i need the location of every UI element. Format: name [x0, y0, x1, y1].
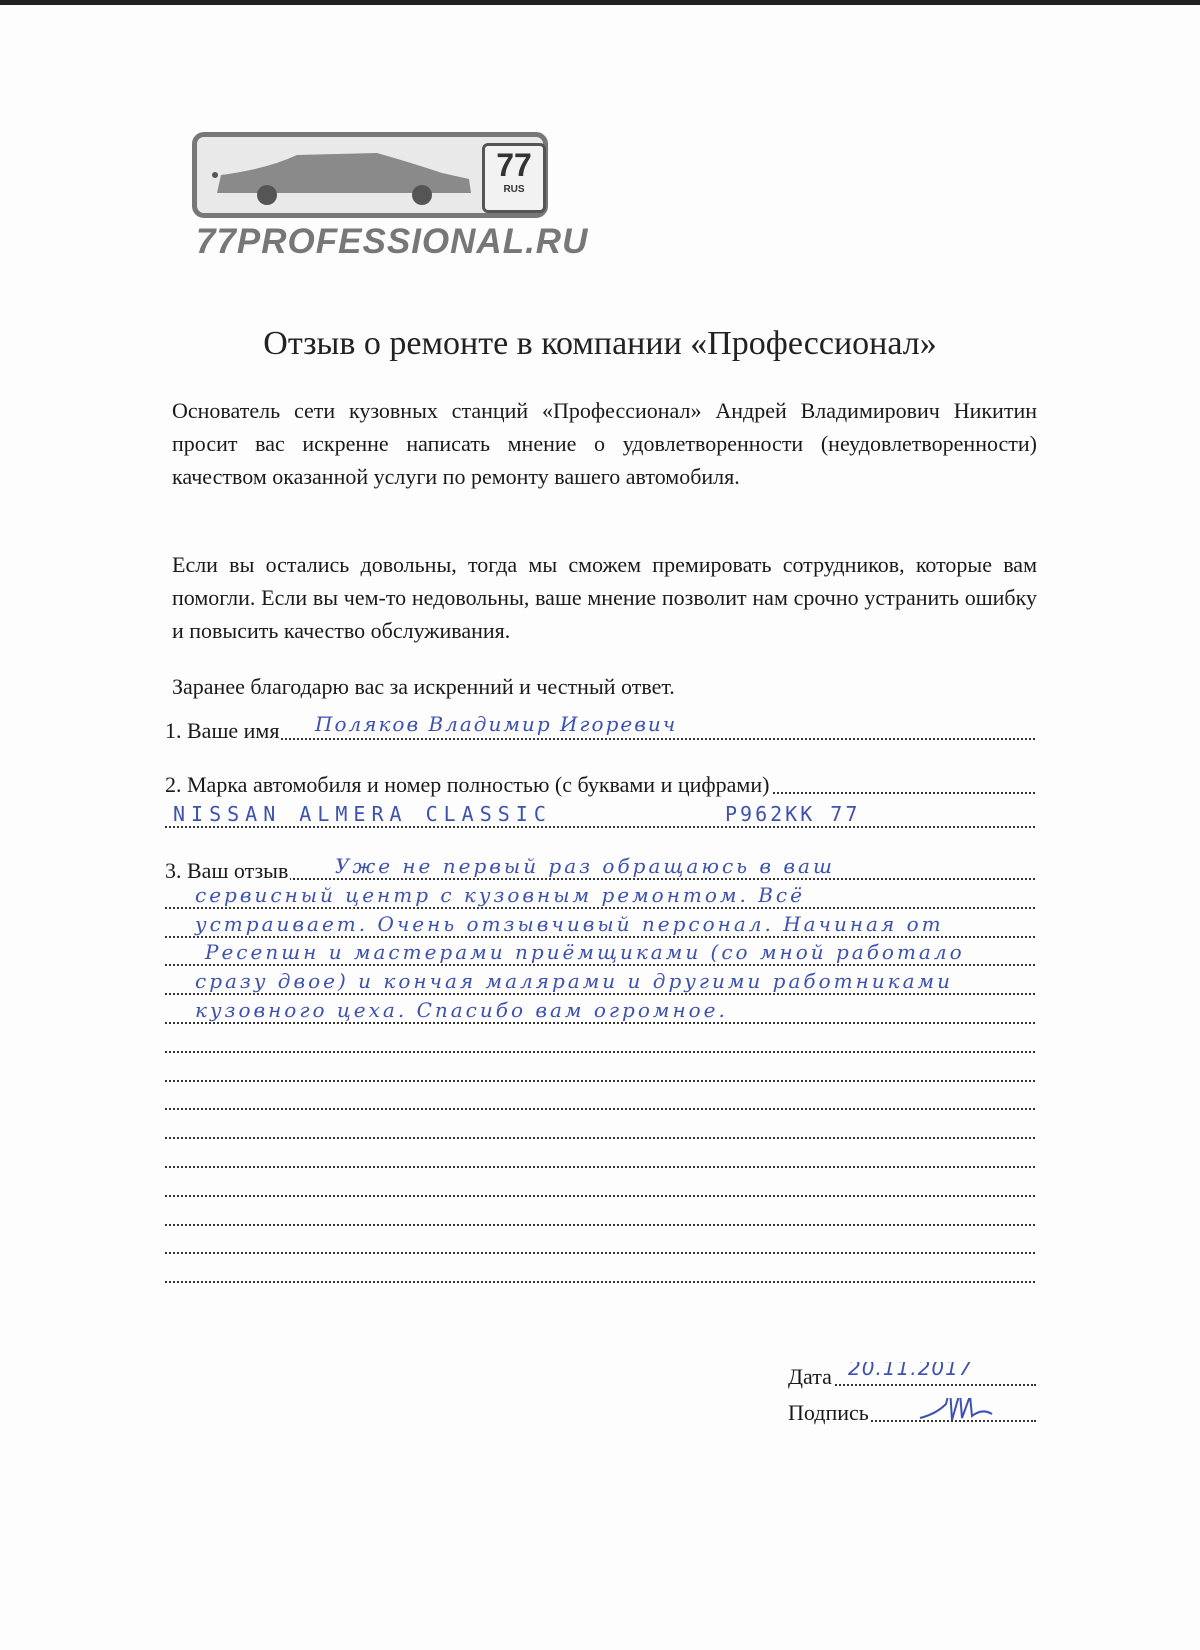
review-text: кузовного цеха. Спасибо вам огромное. [195, 1000, 728, 1022]
date-label: Дата [788, 1364, 832, 1389]
review-label: 3. Ваш отзыв [165, 858, 289, 883]
motivation-paragraph: Если вы остались довольны, тогда мы сможем премировать сотрудников, которые вам помогли. Если вы чем-то недовольны, ваше мнение позволит нам срочно устранить ошибку и повысить качество обслуживания. [172, 552, 1037, 643]
dotted-line [165, 826, 1035, 828]
intro-paragraph: Основатель сети кузовных станций «Профессионал» Андрей Владимирович Никитин просит вас искренне написать мнение о удовлетворенности (неудовлетворенности) качеством оказанной услуги по ремонту вашего автомобиля. [172, 398, 1037, 489]
scan-edge [0, 0, 1200, 5]
plate-number: 77 [496, 147, 532, 183]
name-value: Поляков Владимир Игоревич [315, 716, 678, 736]
review-text: сразу двое) и кончая малярами и другими работниками [195, 971, 953, 994]
car-label-line [165, 770, 1035, 798]
car-silhouette-icon [207, 145, 477, 207]
dotted-line [165, 936, 1035, 938]
review-line[interactable] [165, 1230, 1035, 1258]
name-label: 1. Ваше имя [165, 718, 280, 743]
review-line[interactable] [165, 942, 1035, 970]
company-logo [192, 132, 548, 218]
dotted-line [165, 1281, 1035, 1283]
review-line[interactable] [165, 1058, 1035, 1086]
thanks-paragraph: Заранее благодарю вас за искренний и честный ответ. [172, 674, 675, 699]
review-line[interactable] [165, 1144, 1035, 1172]
review-line[interactable] [165, 1202, 1035, 1230]
dotted-line [165, 1166, 1035, 1168]
date-value: 20.11.2017 [848, 1362, 973, 1380]
dotted-line [165, 1022, 1035, 1024]
page-title: Отзыв о ремонте в компании «Профессионал» [263, 325, 937, 362]
dotted-line [165, 1137, 1035, 1139]
dotted-line [165, 1252, 1035, 1254]
car-label: 2. Марка автомобиля и номер полностью (с буквами и цифрами) [165, 772, 770, 797]
car-plate-value: Р962КК 77 [725, 804, 861, 826]
car-model-value: NISSAN ALMERA CLASSIC [173, 804, 552, 826]
review-text: Уже не первый раз обращаюсь в ваш [335, 856, 835, 878]
logo-site-name: 77PROFESSIONAL.RU [196, 222, 589, 261]
review-text: Ресепшн и мастерами приёмщиками (со мной работало [205, 942, 965, 965]
dotted-line [165, 1080, 1035, 1082]
review-line[interactable] [165, 1029, 1035, 1057]
plate-region: RUS [503, 184, 525, 195]
handwritten-signature [916, 1398, 996, 1426]
review-line[interactable] [165, 885, 1035, 913]
dotted-line [165, 993, 1035, 995]
dotted-line [165, 1224, 1035, 1226]
dotted-line [165, 738, 1035, 740]
dotted-line [165, 878, 1035, 880]
name-field[interactable] [165, 716, 1035, 744]
signature-field[interactable] [788, 1398, 1036, 1426]
review-text: устраивает. Очень отзывчивый персонал. Начиная от [195, 913, 944, 936]
review-line[interactable] [165, 1173, 1035, 1201]
dotted-line [165, 1195, 1035, 1197]
license-plate-badge [482, 143, 546, 213]
dotted-line [165, 1051, 1035, 1053]
signature-label: Подпись [788, 1400, 869, 1425]
review-line[interactable] [165, 856, 1035, 884]
review-line[interactable] [165, 1115, 1035, 1143]
review-line[interactable] [165, 914, 1035, 942]
review-line[interactable] [165, 971, 1035, 999]
dotted-line [165, 1108, 1035, 1110]
dotted-line [165, 964, 1035, 966]
review-line[interactable] [165, 1086, 1035, 1114]
review-line[interactable] [165, 1000, 1035, 1028]
dotted-line [165, 907, 1035, 909]
car-field[interactable] [165, 804, 1035, 832]
review-text: сервисный центр с кузовным ремонтом. Всё [195, 884, 805, 907]
review-line[interactable] [165, 1259, 1035, 1287]
date-field[interactable] [788, 1362, 1036, 1390]
